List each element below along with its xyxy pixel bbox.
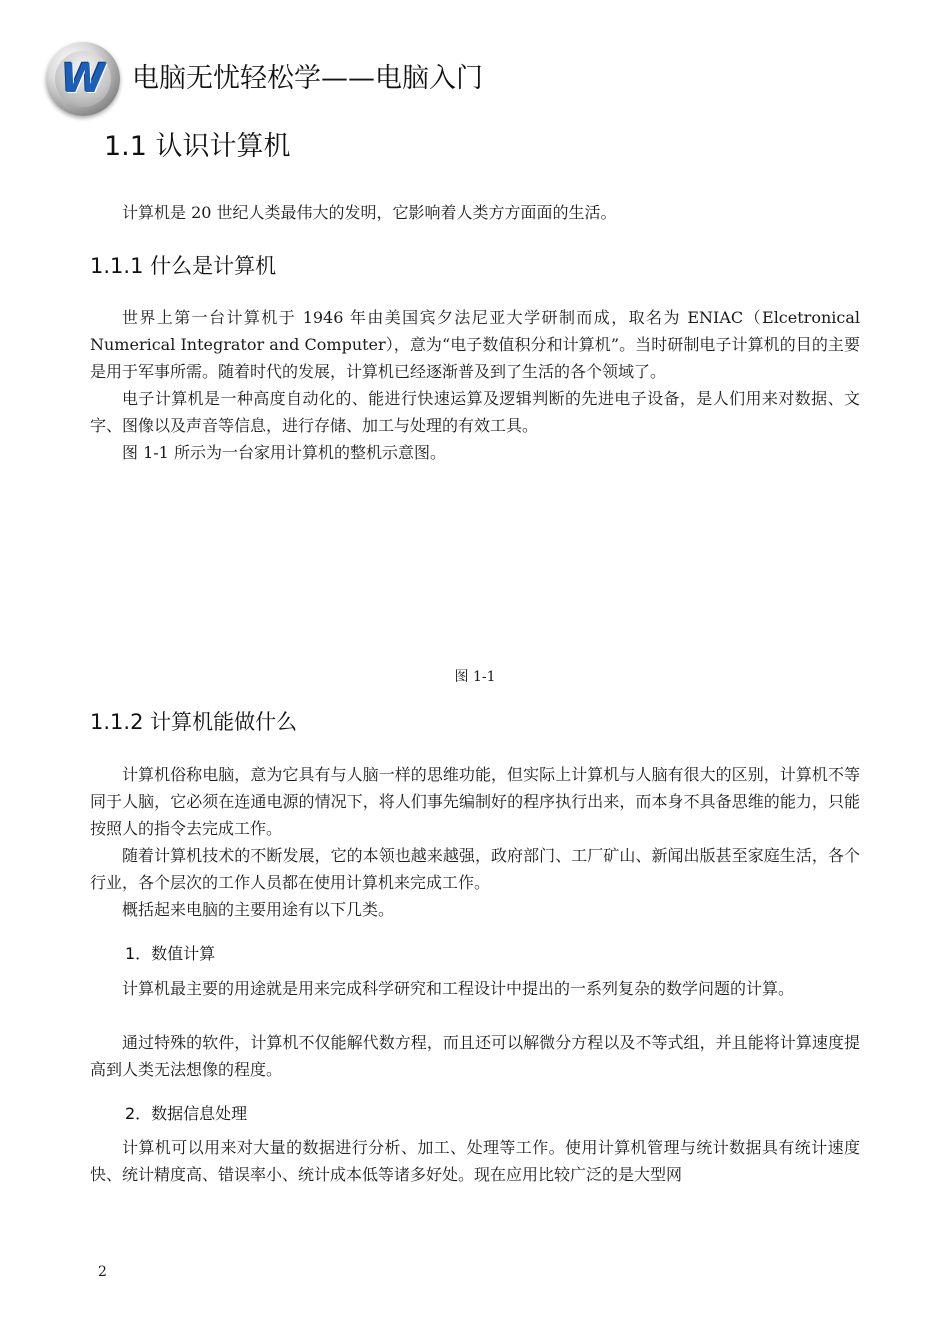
section-title: 1.1 认识计算机 bbox=[104, 131, 291, 162]
list-heading-numeric-computing: 1．数值计算 bbox=[125, 944, 216, 963]
logo-inner bbox=[55, 51, 111, 107]
paragraph: 电子计算机是一种高度自动化的、能进行快速运算及逻辑判断的先进电子设备，是人们用来对数据、文字、图像以及声音等信息，进行存储、加工与处理的有效工具。 bbox=[90, 389, 860, 435]
paragraph: 概括起来电脑的主要用途有以下几类。 bbox=[122, 900, 395, 919]
book-title: 电脑无忧轻松学——电脑入门 bbox=[132, 63, 483, 94]
paragraph: 计算机俗称电脑，意为它具有与人脑一样的思维功能，但实际上计算机与人脑有很大的区别，计算机不等同于人脑，它必须在连通电源的情况下，将人们事先编制好的程序执行出来，而本身不具备思维的能力，只能按照人的指令去完成工作。 bbox=[90, 765, 860, 838]
paragraph: 世界上第一台计算机于 1946 年由美国宾夕法尼亚大学研制而成，取名为 ENIAC（Elcetronical Numerical Integrator and Computer），意为“电子数值积分和计算机”。当时研制电子计算机的目的主要是用于军事所需。随着时代的发展，计算机已经逐渐普及到了生活的各个领域了。 bbox=[90, 308, 860, 381]
paragraph: 通过特殊的软件，计算机不仅能解代数方程，而且还可以解微分方程以及不等式组，并且能将计算速度提高到人类无法想像的程度。 bbox=[90, 1033, 860, 1079]
subsection-title-1: 1.1.1 什么是计算机 bbox=[90, 254, 277, 278]
w-globe-logo-icon bbox=[46, 42, 120, 116]
subsection-title-2: 1.1.2 计算机能做什么 bbox=[90, 710, 298, 734]
paragraph: 计算机可以用来对大量的数据进行分析、加工、处理等工作。使用计算机管理与统计数据具有统计速度快、统计精度高、错误率小、统计成本低等诸多好处。现在应用比较广泛的是大型网 bbox=[90, 1138, 860, 1184]
figure-caption: 图 1-1 bbox=[454, 669, 496, 685]
logo-letter: W bbox=[60, 56, 106, 102]
paragraph: 随着计算机技术的不断发展，它的本领也越来越强，政府部门、工厂矿山、新闻出版甚至家庭生活，各个行业，各个层次的工作人员都在使用计算机来完成工作。 bbox=[90, 846, 860, 892]
section-intro: 计算机是 20 世纪人类最伟大的发明，它影响着人类方方面面的生活。 bbox=[122, 203, 617, 222]
figure-placeholder bbox=[90, 480, 860, 660]
paragraph: 图 1-1 所示为一台家用计算机的整机示意图。 bbox=[122, 443, 446, 462]
page-number: 2 bbox=[98, 1264, 107, 1280]
page-header bbox=[44, 40, 904, 120]
paragraph: 计算机最主要的用途就是用来完成科学研究和工程设计中提出的一系列复杂的数学问题的计算。 bbox=[122, 979, 795, 998]
list-heading-data-processing: 2．数据信息处理 bbox=[125, 1104, 248, 1123]
